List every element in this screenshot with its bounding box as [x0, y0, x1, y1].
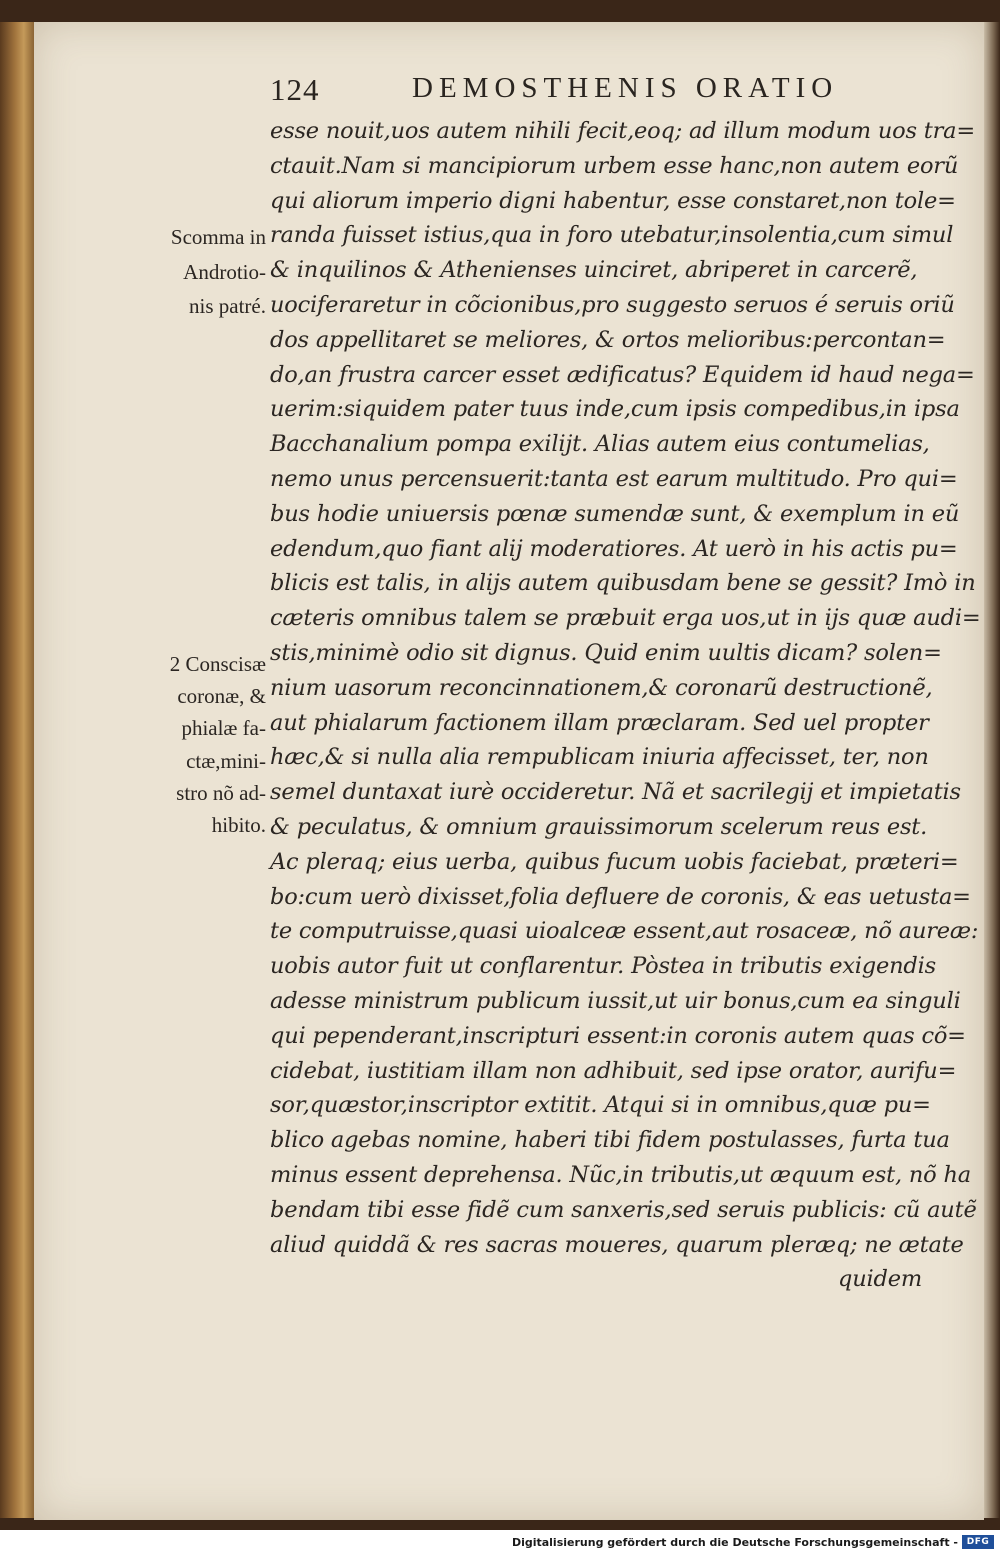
text-line: aut phialarum factionem illam præclaram. Sed uel propter [270, 709, 929, 736]
marginal-line: 2 Conscisæ [169, 652, 266, 676]
text-line: bus hodie uniuersis pœnæ sumendæ sunt, & exemplum in eũ [270, 500, 960, 527]
text-line: ctauit.Nam si mancipiorum urbem esse hanc,non autem eorũ [270, 152, 959, 179]
running-title: DEMOSTHENIS ORATIO [412, 72, 839, 104]
text-line: & inquilinos & Athenienses uinciret, abriperet in carcerẽ, [270, 257, 918, 284]
text-line: bo:cum uerò dixisset,folia defluere de coronis, & eas uetusta= [270, 883, 971, 910]
text-line: semel duntaxat iurè occideretur. Nã et sacrilegij et impietatis [270, 779, 961, 806]
page-edge [984, 22, 1000, 1518]
text-line: qui aliorum imperio digni habentur, esse constaret,non tole= [270, 187, 956, 214]
text-line: uerim:siquidem pater tuus inde,cum ipsis compedibus,in ipsa [270, 396, 960, 423]
marginal-line: stro nõ ad- [176, 780, 266, 805]
footer-bar [0, 1530, 1000, 1554]
text-line: aliud quiddã & res sacras moueres, quarum pleræq; ne ætate [270, 1231, 964, 1258]
footer-credit: Digitalisierung gefördert durch die Deutsche Forschungsgemeinschaft - [511, 1536, 958, 1549]
marginal-line: nis patré. [189, 294, 266, 318]
page-header [270, 72, 850, 116]
text-line: uociferaretur in cõcionibus,pro suggesto seruos é seruis oriũ [270, 291, 955, 318]
text-line: stis,minimè odio sit dignus. Quid enim uultis dicam? solen= [270, 639, 942, 666]
marginal-line: ctæ,mini- [186, 748, 266, 773]
body-text [270, 114, 981, 1297]
text-line: Bacchanalium pompa exilijt. Alias autem eius contumelias, [270, 431, 930, 458]
marginal-line: phialæ fa- [181, 716, 266, 741]
text-line: randa fuisset istius,qua in foro utebatur,insolentia,cum simul [270, 222, 954, 249]
text-line: nium uasorum reconcinnationem,& coronarũ destructionẽ, [270, 674, 933, 701]
text-line: sor,quæstor,inscriptor extitit. Atqui si in omnibus,quæ pu= [270, 1092, 931, 1119]
catchword: quidem [838, 1266, 922, 1293]
text-line: qui pependerant,inscripturi essent:in coronis autem quas cõ= [270, 1022, 966, 1049]
text-line: blicis est talis, in alijs autem quibusdam bene se gessit? Imò in [270, 570, 976, 597]
text-line: cidebat, iustitiam illam non adhibuit, sed ipse orator, aurifu= [270, 1057, 957, 1084]
text-line: nemo unus percensuerit:tanta est earum multitudo. Pro qui= [270, 465, 958, 492]
marginal-note-2 [140, 648, 266, 841]
text-line: Ac pleraq; eius uerba, quibus fucum uobis faciebat, præteri= [270, 848, 959, 875]
marginal-line: Androtio- [183, 259, 266, 284]
text-line: esse nouit,uos autem nihili fecit,eoq; ad illum modum uos tra= [270, 118, 976, 144]
text-line: te computruisse,quasi uioalceæ essent,aut rosaceæ, nõ aureæ: [270, 918, 979, 945]
marginal-line: coronæ, & [177, 684, 266, 709]
text-line: blico agebas nomine, haberi tibi fidem postulasses, furta tua [270, 1127, 950, 1154]
marginal-line: Scomma in [170, 225, 266, 249]
text-line: hæc,& si nulla alia rempublicam iniuria affecisset, ter, non [270, 744, 929, 771]
marginal-line: hibito. [211, 812, 266, 837]
page-number: 124 [270, 72, 320, 107]
text-line: bendam tibi esse fidẽ cum sanxeris,sed seruis publicis: cũ autẽ [270, 1196, 977, 1223]
text-line: adesse ministrum publicum iussit,ut uir bonus,cum ea singuli [270, 987, 961, 1014]
text-line: edendum,quo fiant alij moderatiores. At uerò in his actis pu= [270, 535, 958, 562]
text-line: do,an frustra carcer esset ædificatus? Equidem id haud nega= [270, 361, 975, 388]
text-line: cæteris omnibus talem se præbuit erga uos,ut in ijs quæ audi= [270, 605, 981, 632]
marginal-note-1 [140, 220, 266, 324]
text-line: uobis autor fuit ut conflarentur. Pòstea in tributis exigendis [270, 953, 936, 980]
text-line: & peculatus, & omnium grauissimorum scelerum reus est. [270, 813, 928, 840]
text-line: minus essent deprehensa. Nũc,in tributis,ut æquum est, nõ ha [270, 1161, 971, 1188]
book-spine [0, 22, 34, 1518]
text-line: dos appellitaret se meliores, & ortos melioribus:percontan= [270, 326, 946, 353]
dfg-logo: DFG [962, 1535, 994, 1549]
